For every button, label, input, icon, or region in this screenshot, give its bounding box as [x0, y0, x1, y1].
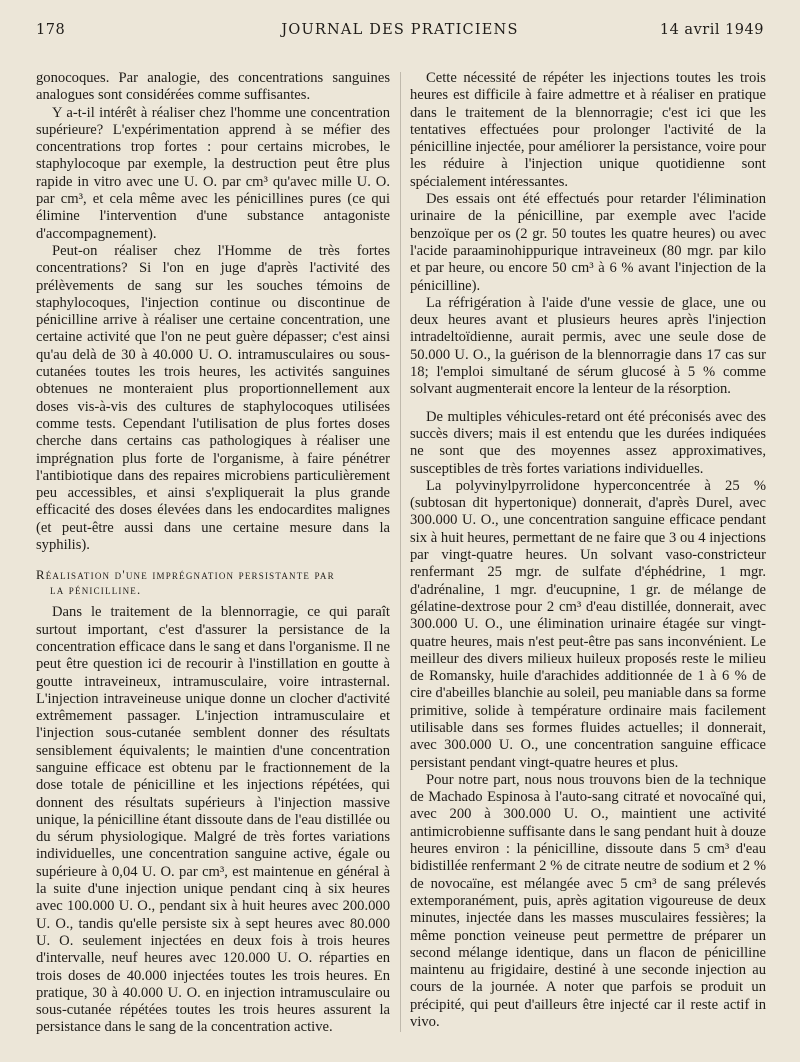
left-column — [36, 70, 390, 1037]
section-heading — [36, 568, 390, 598]
paragraph: gonocoques. Par analogie, des concentrations sanguines analogues sont considérées comme suffisantes. — [36, 70, 390, 104]
paragraph: Y a-t-il intérêt à réaliser chez l'homme une concentration supérieure? L'expérimentation apprend à se méfier des concentrations trop fortes : pour certains microbes, le staphylocoque par exemple, la destruction peut être plus rapide in vitro avec une U. O. par cm³ qu'avec mille U. O. par cm³, et cela même avec les pénicillines pures (ce qui élimine l'intervention d'une substance antagoniste d'accompagnement). — [36, 104, 390, 242]
issue-date: 14 avril 1949 — [659, 22, 764, 38]
paragraph: De multiples véhicules-retard ont été préconisés avec des succès divers; mais il est entendu que les durées indiquées ne sont que des moyennes assez approximatives, susceptibles de très fortes variations individuelles. — [410, 408, 766, 477]
paragraph: Dans le traitement de la blennorragie, ce qui paraît surtout important, c'est d'assurer la persistance de la concentration efficace dans le sang et dans l'organisme. Il ne peut être question ici de recourir à l'instillation en goutte à goutte intraveineux, intramusculaire, voire intrasternal. L'injection intraveineuse unique donne un clocher d'activité extrêmement passager. L'injection intramusculaire et l'injection sous-cutanée semblent donner des résultats sensiblement équivalents; le maintien d'une concentration sanguine efficace est obtenu par le fractionnement de la dose totale de pénicilline et les injections répétées, qui donnent des résultats supérieurs à l'injection massive unique, la pénicilline étant dissoute dans de l'eau distillée ou du sérum physiologique. Malgré de très fortes variations individuelles, une concentration sanguine active, égale ou supérieure à 0,04 U. O. par cm³, est maintenue en général à la suite d'une injection unique pendant cinq à six heures avec 100.000 U. O., pendant six à huit heures avec 200.000 U. O., tandis qu'elle persiste six à sept heures avec 80.000 U. O. seulement injectées en deux fois à trois heures d'intervalle, neuf heures avec 120.000 U. O. réparties en trois doses de 40.000 injectées toutes les trois heures. En pratique, 30 à 40.000 U. O. en injection intramusculaire ou sous-cutanée répétées toutes les trois heures assurent la persistance dans le sang de la concentration active. — [36, 604, 390, 1036]
journal-title: JOURNAL DES PRATICIENS — [281, 22, 519, 38]
right-column — [410, 70, 766, 1031]
page-number: 178 — [36, 22, 66, 38]
paragraph: Des essais ont été effectués pour retarder l'élimination urinaire de la pénicilline, par exemple avec l'acide benzoïque per os (2 gr. 50 toutes les quatre heures) ou avec l'acide paraaminohippurique intraveineux (80 mgr. par kilo et par heure, ou encore 50 cm³ à 6 % avant l'injection de la pénicilline). — [410, 191, 766, 294]
section-heading-line: la pénicilline. — [50, 583, 142, 598]
section-heading-line: Réalisation d'une imprégnation persistante par — [36, 568, 335, 583]
paragraph: Cette nécessité de répéter les injections toutes les trois heures est difficile à faire admettre et à réaliser en pratique dans le traitement de la blennorragie; c'est ici que les tentatives effectuées pour prolonger l'activité de la pénicilline injectée, pour améliorer la persistance, voire pour les réduire à l'injection unique quotidienne sont spécialement intéressantes. — [410, 70, 766, 190]
paragraph: Pour notre part, nous nous trouvons bien de la technique de Machado Espinosa à l'auto-sang citraté et novocaïné qui, avec 200 à 300.000 U. O., maintient une activité antimicrobienne suffisante dans le sang pendant huit à douze heures environ : la pénicilline, dissoute dans 5 cm³ d'eau bidistillée renfermant 2 % de citrate neutre de sodium et 2 % de novocaïne, est mélangée avec 5 cm³ de sang prélevés extemporanément, puis, après agitation vigoureuse de deux minutes, injectée dans les masses musculaires fessières; la même ponction veineuse peut permettre de préparer un second mélange identique, dans un flacon de pénicilline maintenu au frigidaire, destiné à une seconde injection au cours de la journée. A noter que parfois se produit un précipité, qui peut d'ailleurs être injecté car il reste actif in vivo. — [410, 771, 766, 1031]
paragraph: La réfrigération à l'aide d'une vessie de glace, une ou deux heures avant et plusieurs heures après l'injection intradeltoïdienne, aurait permis, avec une seule dose de 50.000 U. O., la guérison de la blennorragie dans 17 cas sur 18; l'emploi simultané de sérum glucosé à 5 % comme solvant augmenterait encore la lenteur de la résorption. — [410, 294, 766, 398]
page-header — [36, 22, 764, 46]
paragraph: Peut-on réaliser chez l'Homme de très fortes concentrations? Si l'on en juge d'après l'activité des prélèvements de sang sur les souches témoins de staphylocoques, l'injection continue ou discontinue de pénicilline arrive à réaliser une certaine concentration, une certaine activité que l'on ne peut guère dépasser; c'est ainsi qu'au delà de 30 à 40.000 U. O. intramusculaires ou sous-cutanées toutes les trois heures, les activités sanguines obtenues ne monteraient plus proportionnellement aux doses vis-à-vis des cultures de staphylocoques utilisées comme tests. Cependant l'utilisation de plus fortes doses cherche dans certains cas pathologiques à réaliser une imprégnation plus forte de l'organisme, à faire pénétrer l'antibiotique dans des repaires microbiens particulièrement peu accessibles, et ainsi s'expliquerait la plus grande efficacité des doses élevées dans les endocardites malignes (et peut-être aussi dans une certaine mesure dans la syphilis). — [36, 242, 390, 554]
paragraph: La polyvinylpyrrolidone hyperconcentrée à 25 % (subtosan dit hypertonique) donnerait, d'après Durel, avec 300.000 U. O., une concentration sanguine efficace pendant six à huit heures, permettant de ne faire que 3 ou 4 injections par vingt-quatre heures. Un solvant vaso-constricteur renfermant 25 mgr. de sulfate d'éphédrine, 1 mgr. d'adrénaline, 1 mgr. d'eucupnine, 1 gr. de mélange de gélatine-dextrose pour 2 cm³ d'eau distillée, donnerait, avec 300.000 U. O., une élimination urinaire étagée sur vingt-quatre heures, mais n'est peut-être pas sans inconvénient. Le meilleur des divers milieux huileux proposés reste le milieu de Romansky, huile d'arachides additionnée de 1 à 6 % de cire d'abeilles blanchie au soleil, peu maniable dans sa forme primitive, solide à température ordinaire mais facilement utilisable dans ses formes fluides actuelles; il donnerait, avec 300.000 U. O., une concentration sanguine efficace persistant pendant vingt-quatre heures et plus. — [410, 477, 766, 771]
column-divider — [400, 72, 401, 1032]
